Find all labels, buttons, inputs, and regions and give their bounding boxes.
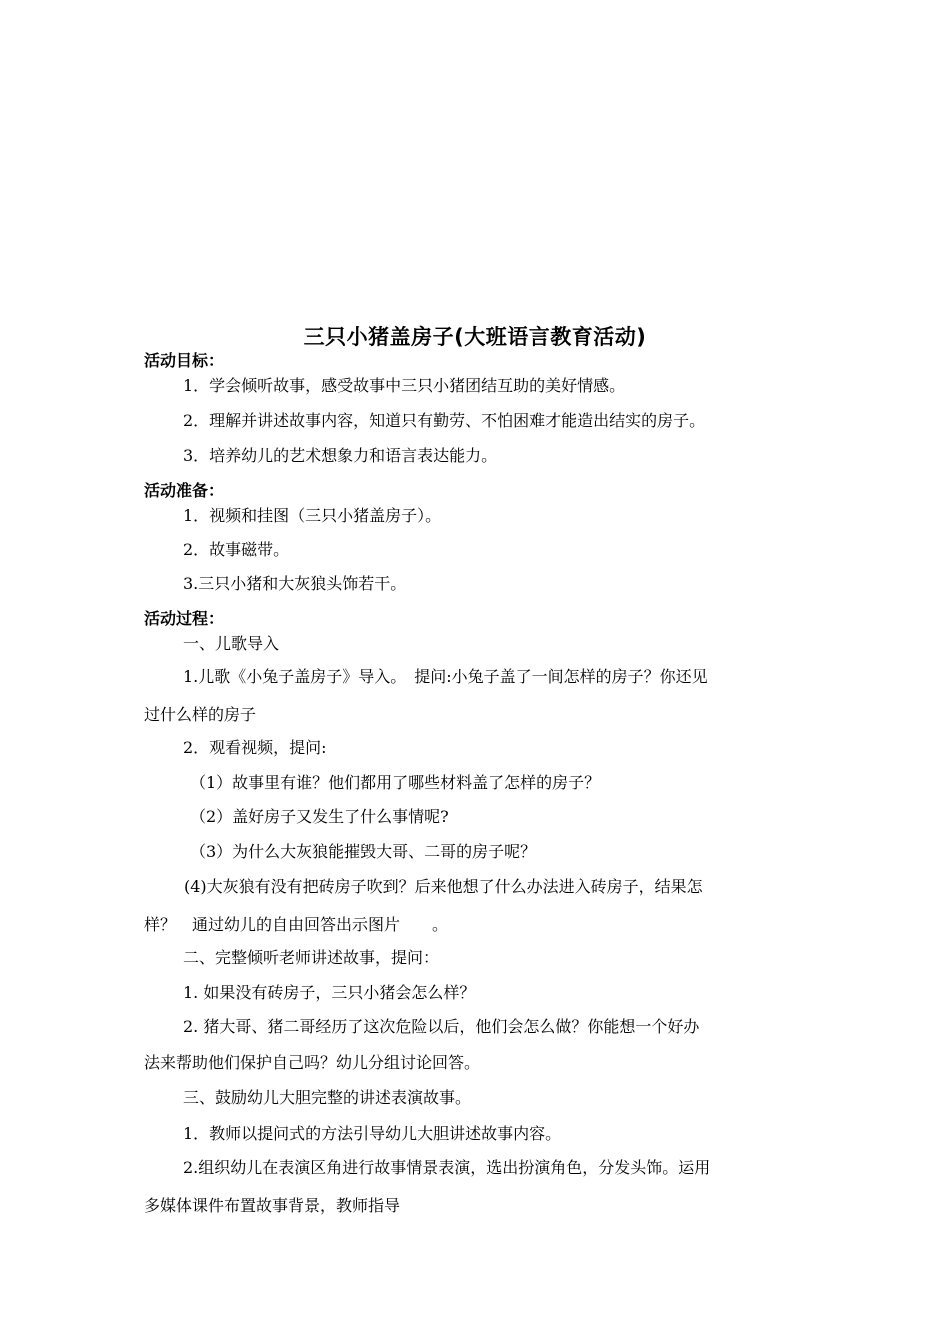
- process-line: 过什么样的房子: [144, 705, 257, 724]
- process-line: 1.儿歌《小兔子盖房子》导入。 提问:小兔子盖了一间怎样的房子？你还见: [183, 667, 708, 686]
- process-line: 1．教师以提问式的方法引导幼儿大胆讲述故事内容。: [183, 1124, 562, 1143]
- process-line: 二、完整倾听老师讲述故事，提问：: [183, 948, 440, 967]
- goal-item: 2．理解并讲述故事内容，知道只有勤劳、不怕困难才能造出结实的房子。: [183, 411, 706, 430]
- prep-item: 2．故事磁带。: [183, 540, 290, 559]
- process-line: （3）为什么大灰狼能摧毁大哥、二哥的房子呢？: [190, 842, 537, 861]
- goals-heading: 活动目标：: [144, 351, 225, 370]
- process-line: 1. 如果没有砖房子，三只小猪会怎么样？: [183, 983, 476, 1002]
- process-line: （1）故事里有谁？他们都用了哪些材料盖了怎样的房子？: [190, 773, 601, 792]
- process-line: 2. 猪大哥、猪二哥经历了这次危险以后，他们会怎么做？你能想一个好办: [183, 1017, 700, 1036]
- process-line: 一、儿歌导入: [183, 634, 280, 653]
- document-title: 三只小猪盖房子(大班语言教育活动): [303, 325, 647, 349]
- process-line: 法来帮助他们保护自己吗？幼儿分组讨论回答。: [144, 1053, 481, 1072]
- goal-item: 3．培养幼儿的艺术想象力和语言表达能力。: [183, 446, 498, 465]
- prep-heading: 活动准备：: [144, 481, 225, 500]
- process-line: 2．观看视频，提问:: [183, 738, 327, 757]
- goal-item: 1．学会倾听故事，感受故事中三只小猪团结互助的美好情感。: [183, 376, 626, 395]
- process-line: 样？ 通过幼儿的自由回答出示图片 。: [144, 915, 449, 934]
- process-line: 多媒体课件布置故事背景，教师指导: [144, 1196, 401, 1215]
- prep-item: 3.三只小猪和大灰狼头饰若干。: [183, 574, 407, 593]
- process-line: （2）盖好房子又发生了什么事情呢?: [190, 807, 449, 826]
- process-line: (4)大灰狼有没有把砖房子吹到？后来他想了什么办法进入砖房子，结果怎: [184, 877, 703, 896]
- process-line: 三、鼓励幼儿大胆完整的讲述表演故事。: [183, 1088, 472, 1107]
- prep-item: 1．视频和挂图（三只小猪盖房子）。: [183, 506, 442, 525]
- process-line: 2.组织幼儿在表演区角进行故事情景表演，选出扮演角色，分发头饰。运用: [183, 1158, 711, 1177]
- process-heading: 活动过程：: [144, 609, 225, 628]
